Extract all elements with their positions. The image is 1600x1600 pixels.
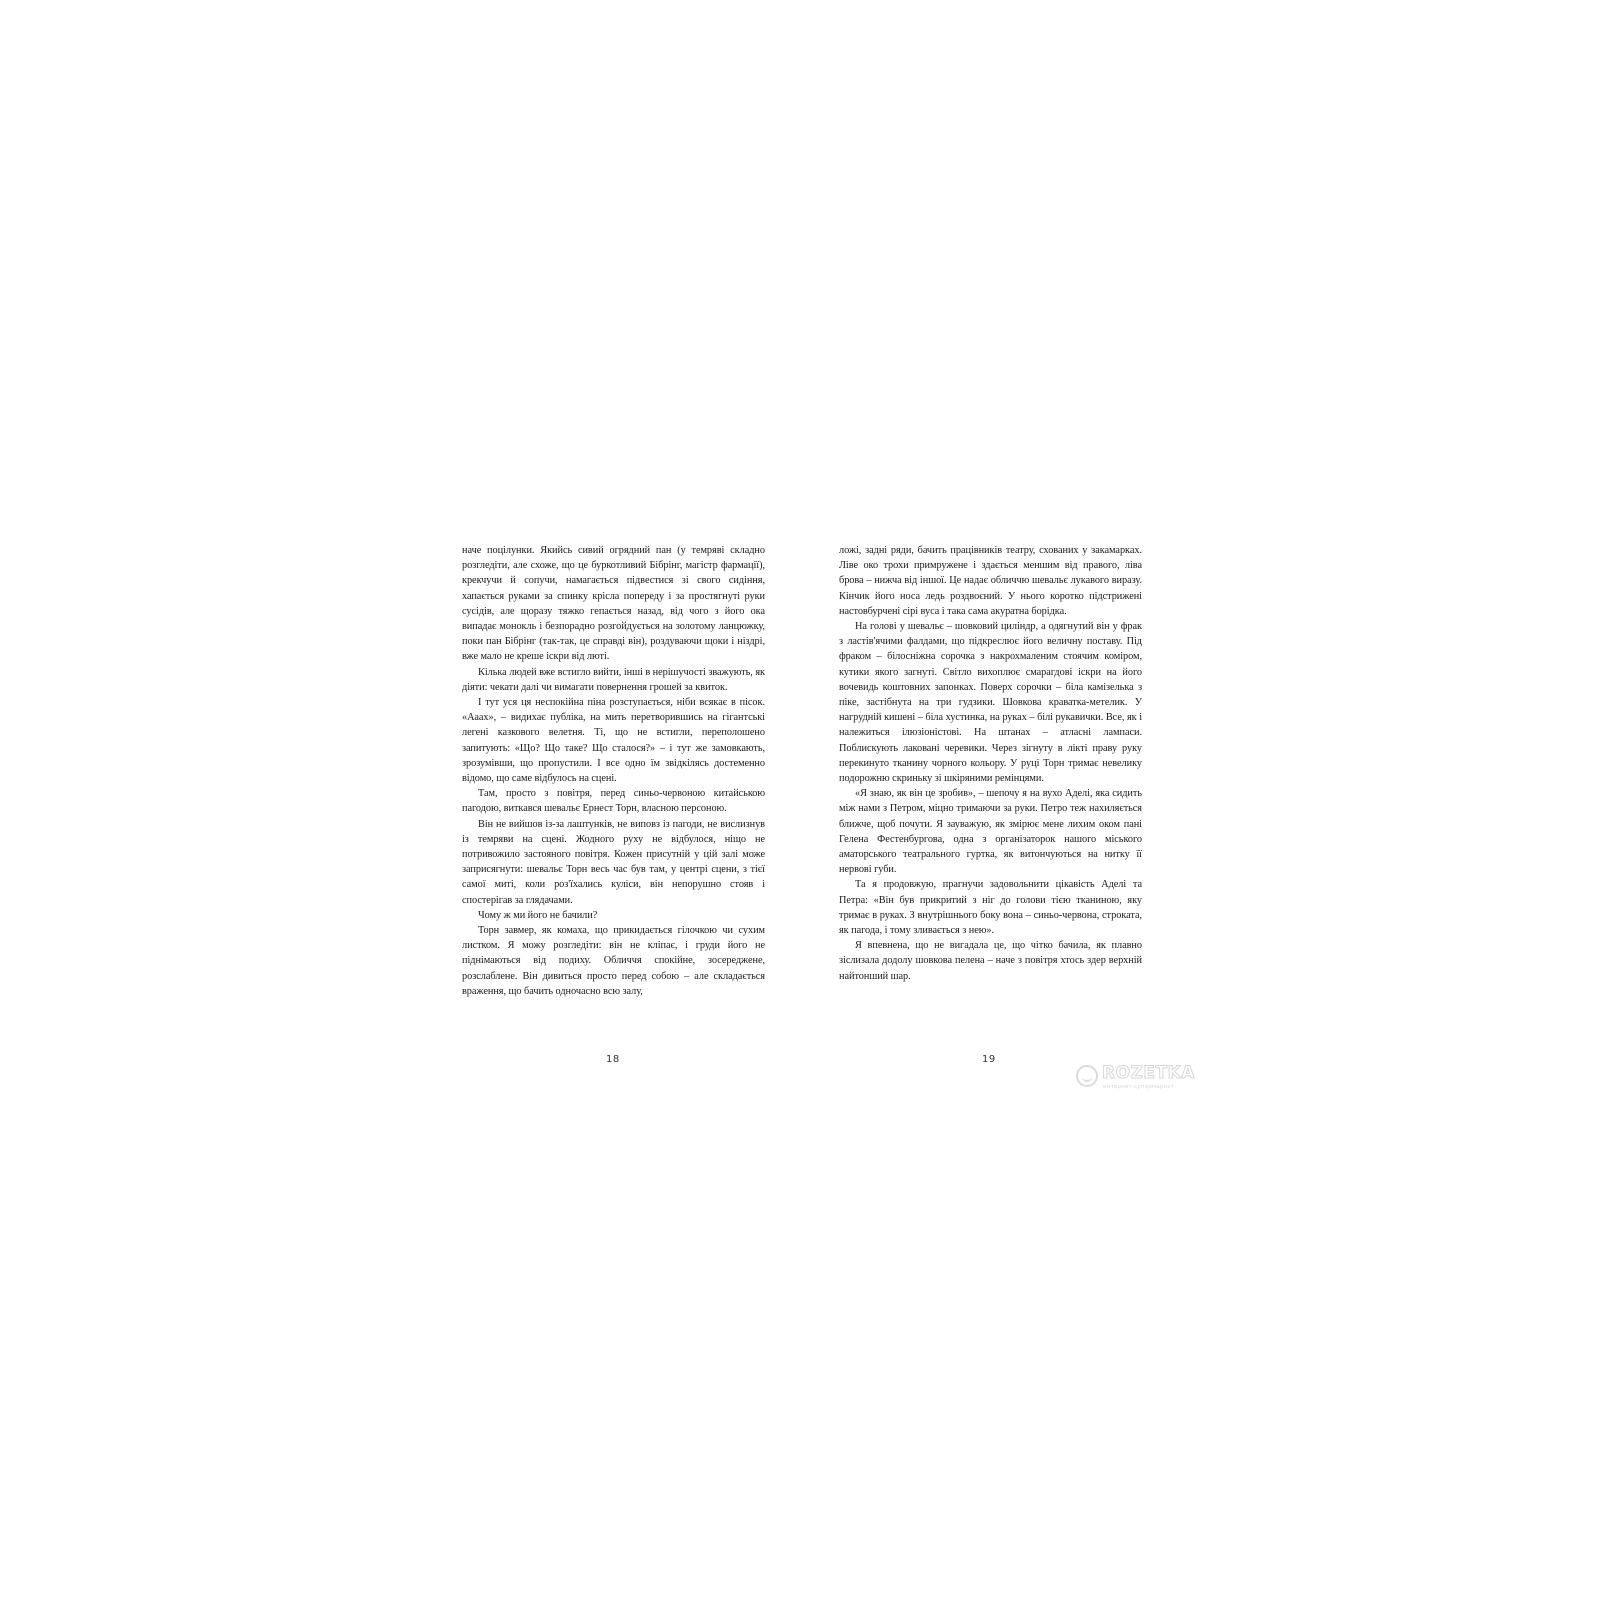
paragraph: Та я продовжую, прагнучи задовольнити цікавість Аделі та Петра: «Він був прикритий з ніг до голови тією тканиною, яку тримає в руках. З внутрішнього боку вона – синьо-червона, строката, як пагода, і тому зливається з нею». bbox=[839, 879, 1142, 937]
smile-circle-icon bbox=[1076, 1065, 1098, 1087]
paragraph: Кілька людей вже встигло вийти, інші в нерішучості зважують, як діяти: чекати далі чи вимагати повернення грошей за квиток. bbox=[462, 666, 765, 693]
left-page bbox=[462, 543, 765, 999]
paragraph: «Я знаю, як він це зробив», – шепочу я на вухо Аделі, яка сидить між нами з Петром, міцно тримаючи за руки. Петро теж нахиляється ближче, щоб почути. Я зауважую, як змірює мене лихим оком пані Гелена Фестенбургова, одна з організаторок нашого міського аматорського театрального гуртка, як витончуються на нитку її нервові губи. bbox=[839, 788, 1142, 876]
rozetka-watermark bbox=[1076, 1063, 1196, 1099]
paragraph: наче поцілунки. Якийсь сивий огрядний пан (у темряві складно розгледіти, але схоже, що це буркотливий Бібрінг, магістр фармації), крекчучи й сопучи, намагається підвестися зі свого сидіння, хапається руками за спинку крісла попереду і за простягнуті руки сусідів, але щоразу тяжко гепається назад, від чого з його ока випадає монокль і безпорадно розгойдується на золотому ланцюжку, поки пан Бібрінг (так-так, це справді він), роздуваючи щоки і ніздрі, вже мало не креше іскри від люті. bbox=[462, 545, 765, 663]
paragraph: Чому ж ми його не бачили? bbox=[478, 909, 598, 921]
paragraph: Я впевнена, що не вигадала це, що чітко бачила, як плавно зіслизала додолу шовкова пелена – наче з повітря хтось здер верхній найтонший шар. bbox=[839, 940, 1142, 982]
paragraph: Торн завмер, як комаха, що прикидається гілочкою чи сухим листком. Я можу розгледіти: він не кліпає, і груди його не піднімаються від подиху. Обличчя спокійне, зосереджене, розслаблене. Він дивиться просто перед собою – але складається враження, що бачить одночасно всю залу, bbox=[462, 925, 765, 997]
right-page bbox=[839, 543, 1142, 984]
paragraph: І тут уся ця неспокійна піна розступається, ніби всякає в пісок. «Ааах», – видихає публіка, на мить перетворившись на гігантські легені казкового велетня. Ті, що не встигли, переполошено запитують: «Що? Що таке? Що сталося?» – і тут же замовкають, зрозумівши, що пропустили. І все одно їм звідкілясь достеменно відомо, що саме відбулось на сцені. bbox=[462, 697, 765, 785]
page-number-right: 19 bbox=[982, 1054, 996, 1065]
watermark-tagline: интернет-супермаркет bbox=[1103, 1084, 1175, 1090]
paragraph: Там, просто з повітря, перед синьо-червоною китайською пагодою, виткався шевальє Ернест Торн, власною персоною. bbox=[462, 788, 765, 815]
watermark-brand: ROZETKA bbox=[1102, 1063, 1195, 1083]
right-page-text bbox=[839, 543, 1142, 984]
paragraph: На голові у шевальє – шовковий циліндр, а одягнутий він у фрак з ластів'ячими фалдами, що підкреслює його величну поставу. Під фраком – білосніжна сорочка з накрохмаленим стоячим коміром, кутики якого загнуті. Світло вихоплює смарагдові іскри на його вочевидь коштовних запонках. Поверх сорочки – біла камізелька з піке, застібнута на три гудзики. Шовкова краватка-метелик. У нагрудній кишені – біла хустинка, на руках – білі рукавички. Все, як і належиться ілюзіоністові. На штанах – атласні лампаси. Поблискують лаковані черевики. Через зігнуту в лікті праву руку перекинуто тканину чорного кольору. У руці Торн тримає невелику подорожню скриньку зі шкіряними ремінцями. bbox=[839, 621, 1142, 785]
left-page-text bbox=[462, 543, 765, 999]
paragraph: Він не вийшов із-за лаштунків, не виповз із пагоди, не вислизнув із темряви на сцені. Жодного руху не відбулося, ніщо не потривожило застояного повітря. Кожен присутній у цій залі може заприсягнути: шевальє Торн весь час був там, у центрі сцени, з тієї самої миті, коли роз'їхались куліси, він непорушно стояв і спостерігав за глядачами. bbox=[462, 818, 765, 906]
paragraph: ложі, задні ряди, бачить працівників театру, схованих у закамарках. Ліве око трохи примружене і здається меншим від правого, ліва брова – нижча від іншої. Це надає обличчю шевальє лукавого виразу. Кінчик його носа ледь роздвоєний. У нього коротко підстрижені настовбурчені сірі вуса і така сама акуратна борідка. bbox=[839, 545, 1142, 617]
page-number-left: 18 bbox=[606, 1054, 620, 1065]
